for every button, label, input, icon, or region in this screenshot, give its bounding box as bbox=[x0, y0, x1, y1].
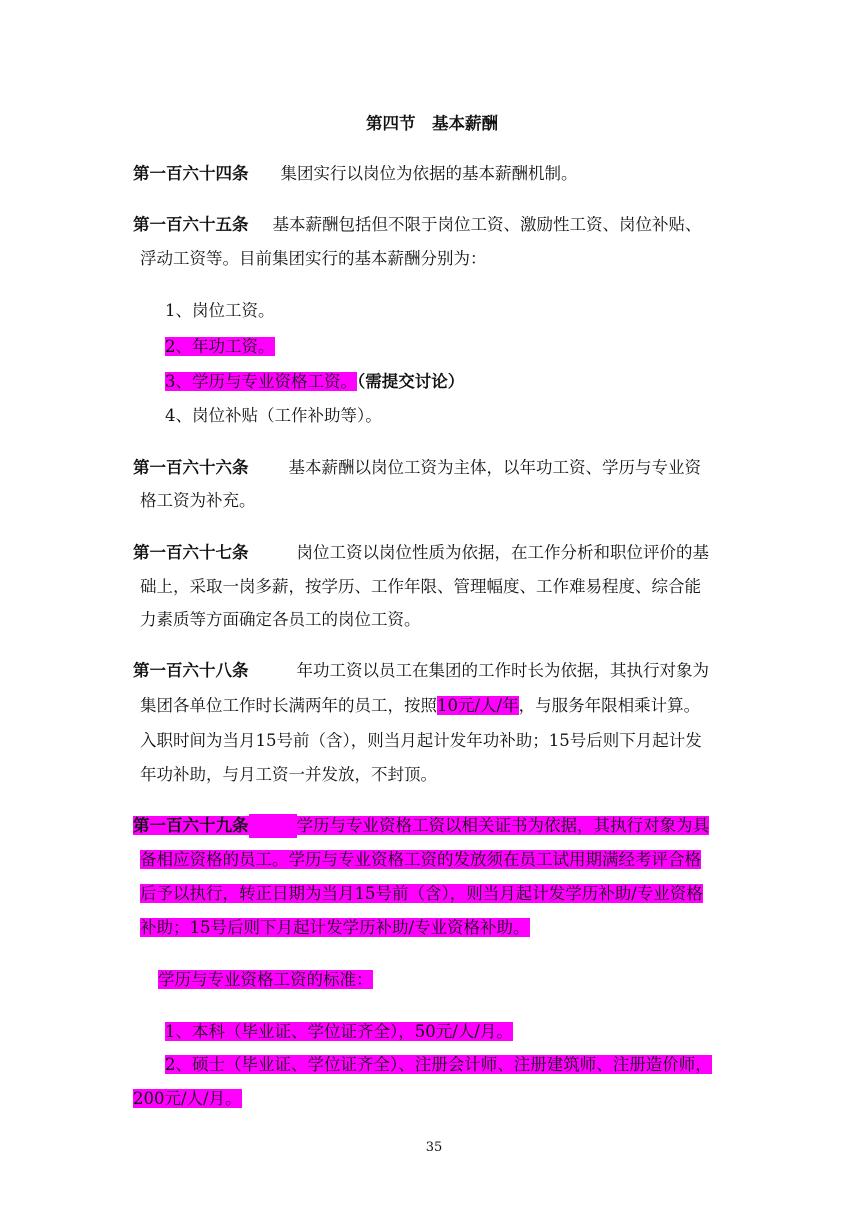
article-169-line4 bbox=[140, 916, 530, 940]
article-166-text1: 基本薪酬以岗位工资为主体，以年功工资、学历与专业资 bbox=[288, 458, 701, 477]
standard-1-text: 1、本科（毕业证、学位证齐全），50元/人/月。 bbox=[165, 1022, 513, 1041]
standard-title-text: 学历与专业资格工资的标准： bbox=[158, 970, 373, 989]
article-168-line4: 年功补助，与月工资一并发放，不封顶。 bbox=[140, 765, 437, 784]
standard-title bbox=[158, 968, 373, 992]
article-169-text3: 后予以执行，转正日期为当月15号前（含），则当月起计发学历补助/专业资格 bbox=[140, 884, 703, 903]
article-168-text1: 年功工资以员工在集团的工作时长为依据，其执行对象为 bbox=[296, 661, 709, 680]
article-167-label: 第一百六十七条 bbox=[133, 543, 249, 562]
standard-2-line2 bbox=[133, 1087, 242, 1111]
article-165-label: 第一百六十五条 bbox=[133, 215, 249, 234]
article-168-line3: 入职时间为当月15号前（含），则当月起计发年功补助；15号后则下月起计发 bbox=[140, 731, 702, 750]
article-165-text1: 基本薪酬包括但不限于岗位工资、激励性工资、岗位补贴、 bbox=[272, 215, 702, 234]
item-4: 4、岗位补贴（工作补助等）。 bbox=[165, 406, 382, 425]
item-1: 1、岗位工资。 bbox=[165, 301, 275, 320]
article-166-line1 bbox=[133, 456, 701, 480]
item-3-text: 3、学历与专业资格工资。 bbox=[165, 372, 357, 391]
standard-2-text2: 200元/人/月。 bbox=[133, 1089, 242, 1108]
item-2 bbox=[165, 335, 275, 359]
article-166-line2: 格工资为补充。 bbox=[140, 491, 256, 510]
article-168-text2a: 集团各单位工作时长满两年的员工，按照 bbox=[140, 696, 437, 715]
item-2-text: 2、年功工资。 bbox=[165, 337, 275, 356]
item-3-note: （需提交讨论） bbox=[357, 372, 465, 391]
article-167-text1: 岗位工资以岗位性质为依据，在工作分析和职位评价的基 bbox=[296, 543, 709, 562]
article-164 bbox=[133, 162, 578, 186]
article-165-line1 bbox=[133, 213, 702, 237]
article-167-line1 bbox=[133, 541, 709, 565]
article-169-label: 第一百六十九条 bbox=[133, 816, 249, 835]
article-168-rate: 10元/人/年 bbox=[437, 696, 519, 715]
page-number: 35 bbox=[425, 1140, 443, 1155]
article-169-text1: 学历与专业资格工资以相关证书为依据，其执行对象为具 bbox=[296, 816, 709, 835]
item-3 bbox=[165, 370, 464, 394]
article-167-line2: 础上，采取一岗多薪，按学历、工作年限、管理幅度、工作难易程度、综合能 bbox=[140, 577, 701, 596]
standard-2-text1: 2、硕士（毕业证、学位证齐全）、注册会计师、注册建筑师、注册造价师， bbox=[165, 1055, 712, 1074]
article-166-label: 第一百六十六条 bbox=[133, 458, 249, 477]
section-title: 第四节 基本薪酬 bbox=[366, 114, 498, 133]
standard-2-line1 bbox=[165, 1053, 712, 1077]
article-167-line3: 力素质等方面确定各员工的岗位工资。 bbox=[140, 610, 421, 629]
article-168-line2 bbox=[140, 694, 700, 718]
article-164-label: 第一百六十四条 bbox=[133, 164, 249, 183]
article-169-line1 bbox=[133, 814, 709, 838]
article-168-line1 bbox=[133, 659, 709, 683]
article-169-line3 bbox=[140, 882, 703, 906]
article-168-text2c: ，与服务年限相乘计算。 bbox=[518, 696, 701, 715]
standard-1 bbox=[165, 1020, 513, 1044]
article-164-text: 集团实行以岗位为依据的基本薪酬机制。 bbox=[280, 164, 578, 183]
article-169-text2: 备相应资格的员工。学历与专业资格工资的发放须在员工试用期满经考评合格 bbox=[140, 850, 701, 869]
article-169-text4: 补助；15号后则下月起计发学历补助/专业资格补助。 bbox=[140, 918, 530, 937]
article-165-line2: 浮动工资等。目前集团实行的基本薪酬分别为： bbox=[140, 249, 487, 268]
article-168-label: 第一百六十八条 bbox=[133, 661, 249, 680]
article-169-line2 bbox=[140, 848, 701, 872]
